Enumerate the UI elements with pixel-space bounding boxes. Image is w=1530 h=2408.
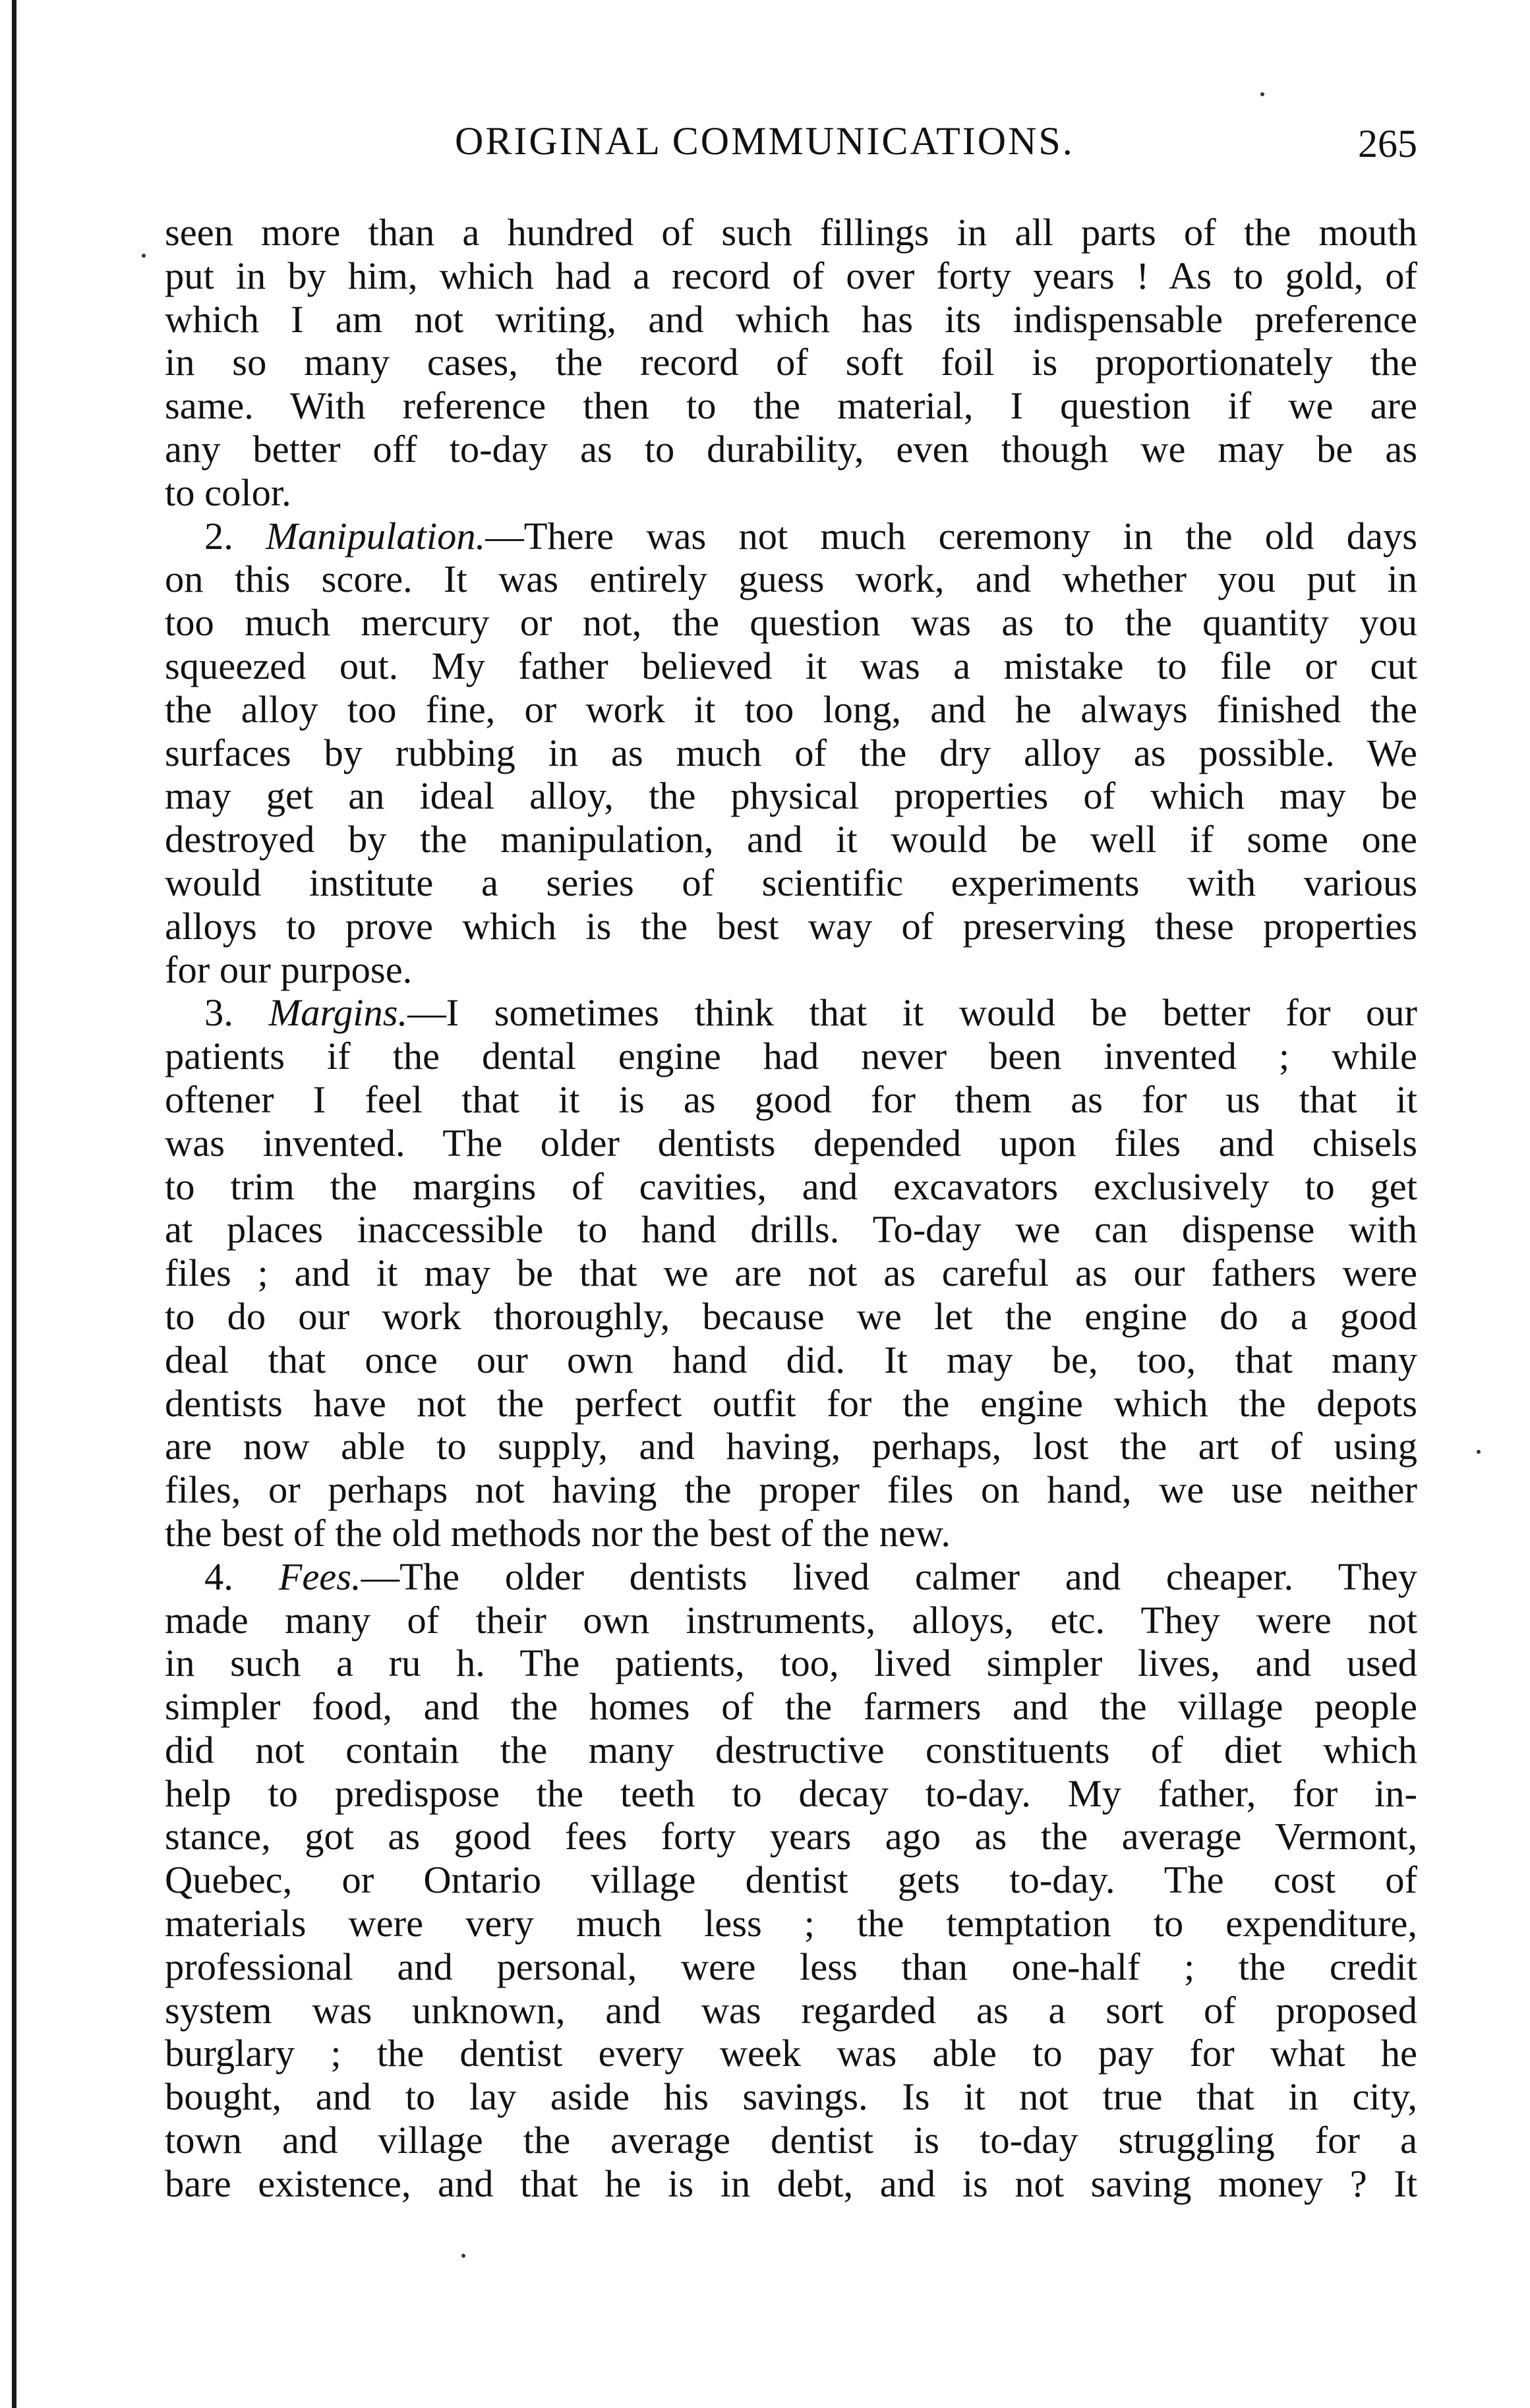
text-line: professional and personal, were less than one-half ; the credit	[165, 1945, 1417, 1988]
text-line: put in by him, which had a record of over forty years ! As to gold, of	[165, 254, 1417, 297]
text-line: bought, and to lay aside his savings. Is it not true that in city,	[165, 2075, 1417, 2119]
text-line: destroyed by the manipulation, and it would be well if some one	[165, 818, 1417, 861]
section-number: 2.	[204, 514, 233, 558]
text-line: to do our work thoroughly, because we let the engine do a good	[165, 1294, 1417, 1338]
section-number: 3.	[204, 991, 233, 1035]
section-lead-text: —I sometimes think that it would be better for our	[407, 991, 1417, 1035]
paragraph-fees	[165, 1555, 1417, 2206]
paragraph-manipulation	[165, 515, 1417, 992]
paragraph-margins	[165, 991, 1417, 1555]
print-speck	[1260, 92, 1264, 96]
text-line: in so many cases, the record of soft foil is proportionately the	[165, 341, 1417, 384]
page-edge-rule	[12, 0, 16, 2408]
running-head: ORIGINAL COMMUNICATIONS.	[455, 119, 1074, 163]
text-line: stance, got as good fees forty years ago as the average Vermont,	[165, 1815, 1417, 1858]
text-line: help to predispose the teeth to decay to-day. My father, for in-	[165, 1771, 1417, 1815]
text-line: bare existence, and that he is in debt, and is not saving money ? It	[165, 2162, 1417, 2205]
text-line: would institute a series of scientific experiments with various	[165, 861, 1417, 904]
text-line: may get an ideal alloy, the physical properties of which may be	[165, 774, 1417, 818]
text-line: are now able to supply, and having, perhaps, lost the art of using	[165, 1425, 1417, 1468]
text-line: files ; and it may be that we are not as careful as our fathers were	[165, 1251, 1417, 1295]
text-line: which I am not writing, and which has its indispensable preference	[165, 297, 1417, 341]
text-line: did not contain the many destructive constituents of diet which	[165, 1728, 1417, 1771]
text-line: the best of the old methods nor the best of the new.	[165, 1511, 951, 1555]
text-line: for our purpose.	[165, 948, 413, 991]
text-line: files, or perhaps not having the proper files on hand, we use neither	[165, 1468, 1417, 1512]
text-line: oftener I feel that it is as good for them as for us that it	[165, 1077, 1417, 1121]
text-line: town and village the average dentist is to-day struggling for a	[165, 2119, 1417, 2162]
section-lead-line	[165, 991, 1417, 1035]
text-line: materials were very much less ; the temptation to expenditure,	[165, 1902, 1417, 1945]
section-heading: Manipulation.	[266, 514, 486, 558]
section-lead-line	[165, 1555, 1417, 1599]
section-lead-line	[165, 515, 1417, 558]
page-header	[165, 119, 1417, 178]
text-line: in such a ru h. The patients, too, lived simpler lives, and used	[165, 1642, 1417, 1685]
text-line: burglary ; the dentist every week was able to pay for what he	[165, 2032, 1417, 2075]
text-line: same. With reference then to the material, I question if we are	[165, 384, 1417, 428]
text-line: made many of their own instruments, alloys, etc. They were not	[165, 1598, 1417, 1642]
section-heading: Fees.	[278, 1555, 361, 1598]
text-line: surfaces by rubbing in as much of the dry alloy as possible. We	[165, 731, 1417, 774]
text-line: to trim the margins of cavities, and excavators exclusively to get	[165, 1164, 1417, 1208]
text-line: any better off to-day as to durability, even though we may be as	[165, 427, 1417, 471]
text-line: Quebec, or Ontario village dentist gets to-day. The cost of	[165, 1858, 1417, 1902]
text-line: the alloy too fine, or work it too long, and he always finished the	[165, 687, 1417, 731]
text-line: on this score. It was entirely guess work, and whether you put in	[165, 558, 1417, 601]
text-line: patients if the dental engine had never been invented ; while	[165, 1035, 1417, 1078]
text-line: squeezed out. My father believed it was a mistake to file or cut	[165, 644, 1417, 687]
print-speck	[142, 254, 146, 258]
text-line: dentists have not the perfect outfit for the engine which the depots	[165, 1381, 1417, 1425]
text-line: too much mercury or not, the question was as to the quantity you	[165, 601, 1417, 645]
text-line: simpler food, and the homes of the farmers and the village people	[165, 1685, 1417, 1729]
print-speck	[461, 2254, 465, 2258]
text-line: alloys to prove which is the best way of preserving these properties	[165, 904, 1417, 948]
text-line: to color.	[165, 471, 291, 514]
text-line: at places inaccessible to hand drills. To-day we can dispense with	[165, 1208, 1417, 1251]
paragraph-durability	[165, 211, 1417, 515]
text-line: deal that once our own hand did. It may be, too, that many	[165, 1338, 1417, 1381]
text-line: system was unknown, and was regarded as a sort of proposed	[165, 1988, 1417, 2032]
print-speck	[1477, 1450, 1481, 1454]
text-line: was invented. The older dentists depended upon files and chisels	[165, 1121, 1417, 1164]
section-lead-text: —The older dentists lived calmer and cheaper. They	[361, 1555, 1417, 1598]
section-lead-text: —There was not much ceremony in the old days	[485, 514, 1417, 558]
article-body	[165, 211, 1417, 2206]
text-line: seen more than a hundred of such fillings in all parts of the mouth	[165, 211, 1417, 254]
page-number: 265	[1358, 122, 1417, 165]
section-heading: Margins.	[268, 991, 408, 1035]
section-number: 4.	[204, 1555, 233, 1598]
